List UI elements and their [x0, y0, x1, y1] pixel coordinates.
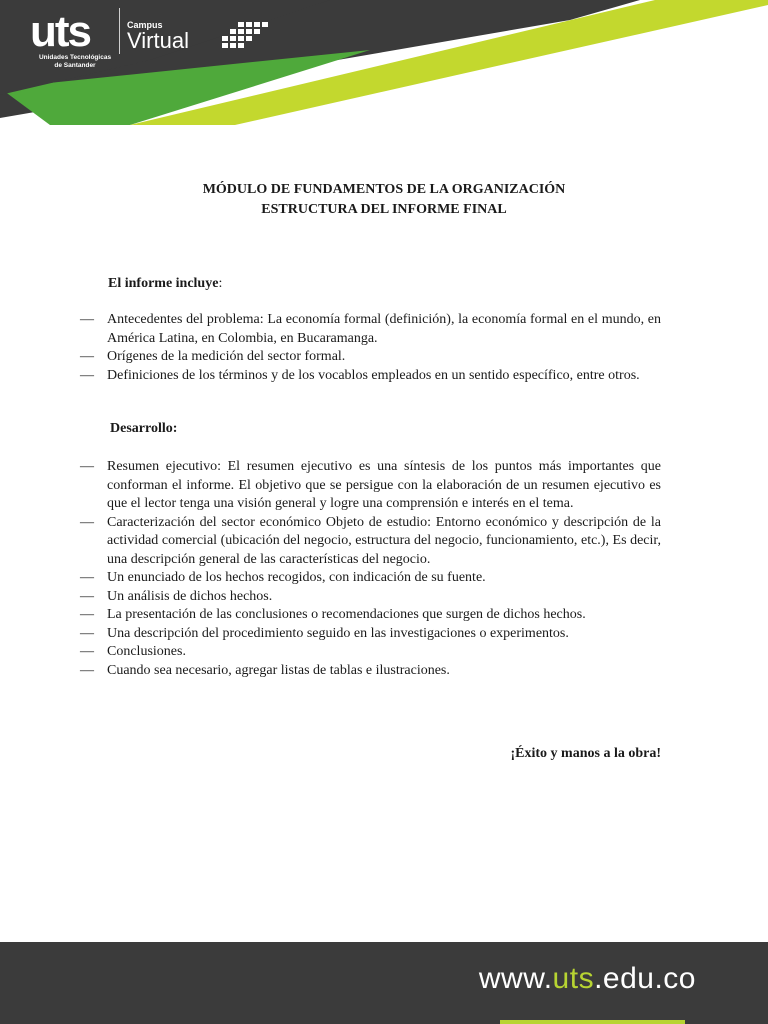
section2-list [80, 458, 661, 680]
campus-label: Campus [127, 20, 163, 30]
section1-label: El informe incluye [108, 276, 219, 291]
logo-subtitle-1: Unidades Tecnológicas [38, 54, 112, 61]
section1-list [80, 311, 661, 385]
dash-bullet: — [80, 349, 94, 364]
logo-divider [119, 8, 120, 54]
section1-colon: : [218, 276, 223, 291]
document-title-line2: ESTRUCTURA DEL INFORME FINAL [261, 202, 507, 217]
list-item [80, 311, 661, 348]
closing-message: ¡Éxito y manos a la obra! [510, 746, 661, 761]
list-item [80, 348, 661, 367]
footer [0, 942, 768, 1024]
section2-label: Desarrollo: [110, 421, 178, 436]
list-item-text: Cuando sea necesario, agregar listas de tablas e ilustraciones. [107, 662, 450, 678]
document-title-line1: MÓDULO DE FUNDAMENTOS DE LA ORGANIZACIÓN [202, 182, 566, 197]
list-item-text: Conclusiones. [107, 644, 186, 659]
list-item-text: Un análisis de dichos hechos. [107, 588, 273, 604]
list-item-text: Una descripción del procedimiento seguido en las investigaciones o experimentos. [107, 625, 569, 641]
dash-bullet: — [80, 312, 94, 327]
dash-bullet: — [80, 514, 94, 530]
list-item-text: Orígenes de la medición del sector formal. [107, 349, 346, 364]
list-item-text: Resumen ejecutivo: El resumen ejecutivo es una síntesis de los puntos más importantes que conforman el informe. El objetivo que se persigue con la elaboración de un resumen ejecutivo es que el lector tenga una visión general y logre una comprensión e interés en el tema. [107, 459, 661, 511]
dash-bullet: — [80, 625, 94, 641]
list-item-text: Definiciones de los términos y de los vocablos empleados en un sentido específico, entre otros. [107, 367, 640, 383]
list-item [80, 367, 661, 386]
dash-bullet: — [80, 588, 94, 604]
section1-heading [108, 275, 689, 294]
list-item-text: La presentación de las conclusiones o recomendaciones que surgen de dichos hechos. [107, 607, 586, 622]
virtual-label: Virtual [127, 28, 189, 53]
url-accent: uts [552, 962, 595, 995]
list-item [80, 625, 661, 644]
footer-url-link[interactable] [479, 962, 696, 996]
section2-heading [110, 420, 691, 439]
list-item [80, 606, 661, 625]
logo-text: uts [30, 7, 90, 56]
url-prefix: www. [478, 962, 553, 995]
uts-logo [30, 7, 120, 70]
list-item [80, 514, 661, 570]
list-item [80, 458, 661, 514]
list-item [80, 662, 661, 681]
list-item-text: Un enunciado de los hechos recogidos, con indicación de su fuente. [107, 570, 486, 585]
campus-virtual-logo [127, 20, 189, 53]
dash-bullet: — [80, 662, 94, 678]
logo-subtitle-2: de Santander [54, 62, 96, 69]
list-item [80, 643, 661, 662]
list-item [80, 588, 661, 607]
list-item-text: Caracterización del sector económico Objeto de estudio: Entorno económico y descripción de la actividad comercial (ubicación del negocio, estructura del negocio, funcionamiento, etc.), Es decir, una descripción general de las características del negocio. [107, 514, 661, 567]
dash-bullet: — [80, 644, 94, 659]
dash-bullet: — [80, 367, 94, 383]
url-suffix: .edu.co [594, 962, 696, 995]
list-item [80, 569, 661, 588]
dash-bullet: — [80, 607, 94, 622]
grid-logo-icon [216, 20, 272, 50]
footer-accent-bar [500, 1020, 685, 1024]
dash-bullet: — [80, 459, 94, 474]
dash-bullet: — [80, 570, 94, 585]
list-item-text: Antecedentes del problema: La economía formal (definición), la economía formal en el mundo, en América Latina, en Colombia, en Bucaramanga. [107, 312, 661, 346]
